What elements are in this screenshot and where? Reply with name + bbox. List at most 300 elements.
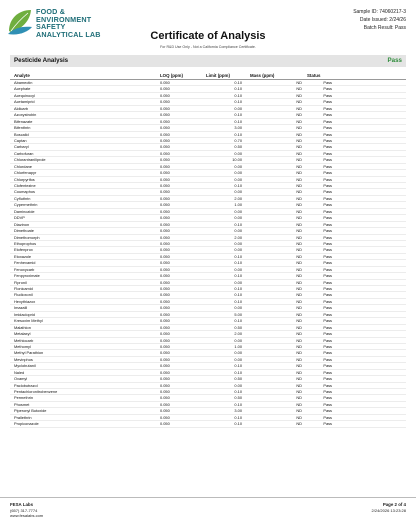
analyte-cell: Fludioxonil: [14, 292, 33, 298]
loq-cell: 0.050: [160, 350, 170, 356]
mass-cell: ND: [296, 292, 302, 298]
mass-cell: ND: [296, 202, 302, 208]
status-cell: Pass: [323, 363, 332, 369]
limit-cell: 0.10: [234, 131, 242, 137]
status-cell: Pass: [323, 247, 332, 253]
analyte-cell: Imidacloprid: [14, 311, 35, 317]
status-cell: Pass: [323, 298, 332, 304]
analyte-cell: Bifenthrin: [14, 125, 31, 131]
status-cell: Pass: [323, 163, 332, 169]
mass-cell: ND: [296, 421, 302, 427]
status-cell: Pass: [323, 311, 332, 317]
analyte-cell: Etoxazole: [14, 253, 32, 259]
analyte-cell: Bifenazate: [14, 118, 33, 124]
loq-cell: 0.050: [160, 337, 170, 343]
analyte-cell: Myclobutanil: [14, 363, 36, 369]
analyte-cell: Carbaryl: [14, 144, 29, 150]
status-cell: Pass: [323, 170, 332, 176]
analyte-cell: Hexythiazox: [14, 298, 36, 304]
limit-cell: 0.00: [234, 170, 242, 176]
status-cell: Pass: [323, 92, 332, 98]
analyte-cell: Fipronil: [14, 279, 27, 285]
table-row: [10, 421, 406, 427]
status-cell: Pass: [323, 253, 332, 259]
loq-cell: 0.050: [160, 170, 170, 176]
mass-cell: ND: [296, 395, 302, 401]
analyte-cell: Oxamyl: [14, 376, 28, 382]
mass-cell: ND: [296, 350, 302, 356]
mass-cell: ND: [296, 228, 302, 234]
mass-cell: ND: [296, 150, 302, 156]
status-cell: Pass: [323, 421, 332, 427]
limit-cell: 0.10: [234, 112, 242, 118]
limit-cell: 0.50: [234, 144, 242, 150]
status-cell: Pass: [323, 157, 332, 163]
limit-cell: 0.10: [234, 421, 242, 427]
logo-line: SAFETY: [36, 22, 66, 31]
loq-cell: 0.050: [160, 305, 170, 311]
limit-cell: 0.00: [234, 163, 242, 169]
analyte-cell: Chlorantraniliprole: [14, 157, 46, 163]
analyte-cell: Fenpyroximate: [14, 273, 40, 279]
analyte-cell: Chlorpyrifos: [14, 176, 35, 182]
table-header: [10, 71, 406, 80]
status-cell: Pass: [323, 356, 332, 362]
loq-cell: 0.050: [160, 279, 170, 285]
limit-cell: 2.00: [234, 195, 242, 201]
analyte-cell: Prallethrin: [14, 414, 32, 420]
status-cell: Pass: [323, 215, 332, 221]
analyte-cell: Acephate: [14, 86, 31, 92]
status-cell: Pass: [323, 279, 332, 285]
disclaimer: For R&D Use Only - Not a California Compliance Certificate.: [160, 45, 256, 49]
analyte-cell: Fenhexamid: [14, 260, 36, 266]
column-header-analyte: Analyte: [14, 73, 30, 78]
loq-cell: 0.050: [160, 401, 170, 407]
limit-cell: 0.10: [234, 286, 242, 291]
loq-cell: 0.050: [160, 221, 170, 227]
status-cell: Pass: [323, 118, 332, 124]
mass-cell: ND: [296, 137, 302, 143]
footer: [0, 497, 416, 527]
mass-cell: ND: [296, 389, 302, 394]
mass-cell: ND: [296, 170, 302, 176]
column-header-status: Status: [307, 73, 321, 78]
mass-cell: ND: [296, 324, 302, 330]
status-cell: Pass: [323, 369, 332, 375]
analyte-cell: Captan: [14, 137, 27, 143]
loq-cell: 0.050: [160, 414, 170, 420]
mass-cell: ND: [296, 215, 302, 221]
document-title: Certificate of Analysis: [150, 30, 266, 42]
mass-cell: ND: [296, 266, 302, 272]
analyte-cell: Kresoxim Methyl: [14, 318, 43, 324]
analyte-cell: Imazalil: [14, 305, 28, 311]
limit-cell: 0.00: [234, 337, 242, 343]
mass-cell: ND: [296, 337, 302, 343]
status-cell: Pass: [323, 408, 332, 414]
mass-cell: ND: [296, 195, 302, 201]
loq-cell: 0.050: [160, 240, 170, 246]
status-cell: Pass: [323, 343, 332, 349]
loq-cell: 0.050: [160, 286, 170, 291]
analyte-cell: Acequinocyl: [14, 92, 35, 98]
analyte-cell: Propiconazole: [14, 421, 39, 427]
analyte-cell: Acetamiprid: [14, 99, 35, 105]
mass-cell: ND: [296, 221, 302, 227]
section-header: [10, 55, 406, 67]
mass-cell: ND: [296, 86, 302, 92]
analyte-cell: Chlorfenapyr: [14, 170, 37, 176]
sample-id: Sample ID: 74060217-3: [353, 9, 406, 15]
loq-cell: 0.050: [160, 80, 170, 85]
limit-cell: 0.00: [234, 105, 242, 111]
status-cell: Pass: [323, 176, 332, 182]
mass-cell: ND: [296, 382, 302, 388]
limit-cell: 0.00: [234, 266, 242, 272]
mass-cell: ND: [296, 208, 302, 214]
loq-cell: 0.050: [160, 247, 170, 253]
loq-cell: 0.050: [160, 99, 170, 105]
limit-cell: 0.00: [234, 150, 242, 156]
analyte-cell: Malathion: [14, 324, 31, 330]
status-cell: Pass: [323, 382, 332, 388]
analyte-cell: Coumaphos: [14, 189, 35, 195]
loq-cell: 0.050: [160, 86, 170, 92]
mass-cell: ND: [296, 363, 302, 369]
loq-cell: 0.050: [160, 150, 170, 156]
mass-cell: ND: [296, 305, 302, 311]
mass-cell: ND: [296, 176, 302, 182]
loq-cell: 0.050: [160, 183, 170, 188]
status-cell: Pass: [323, 202, 332, 208]
mass-cell: ND: [296, 99, 302, 105]
analyte-cell: Methiocarb: [14, 337, 34, 343]
analyte-cell: Carbofuran: [14, 150, 34, 156]
loq-cell: 0.050: [160, 382, 170, 388]
column-header-mass: Mass (ppm): [250, 73, 275, 78]
logo-line: FOOD &: [36, 7, 66, 16]
loq-cell: 0.050: [160, 202, 170, 208]
mass-cell: ND: [296, 376, 302, 382]
status-cell: Pass: [323, 331, 332, 337]
limit-cell: 0.10: [234, 118, 242, 124]
limit-cell: 0.00: [234, 189, 242, 195]
footer-timestamp: 2/24/2026 13:23:28: [371, 507, 406, 513]
logo-line: ENVIRONMENT: [36, 14, 92, 24]
loq-cell: 0.050: [160, 292, 170, 298]
status-cell: Pass: [323, 286, 332, 291]
limit-cell: 0.10: [234, 253, 242, 259]
loq-cell: 0.050: [160, 208, 170, 214]
status-cell: Pass: [323, 144, 332, 150]
limit-cell: 1.00: [234, 202, 242, 208]
limit-cell: 0.10: [234, 260, 242, 266]
footer-lab-name: FESA Labs: [10, 502, 34, 507]
analyte-cell: Daminozide: [14, 208, 35, 214]
limit-cell: 0.00: [234, 382, 242, 388]
logo-line: ANALYTICAL LAB: [36, 29, 101, 39]
loq-cell: 0.050: [160, 105, 170, 111]
mass-cell: ND: [296, 105, 302, 111]
mass-cell: ND: [296, 369, 302, 375]
loq-cell: 0.050: [160, 363, 170, 369]
status-cell: Pass: [323, 318, 332, 324]
limit-cell: 0.00: [234, 176, 242, 182]
status-cell: Pass: [323, 337, 332, 343]
status-cell: Pass: [323, 221, 332, 227]
column-header-loq: LOQ (ppm): [160, 73, 183, 78]
section-result-badge: Pass: [387, 57, 402, 64]
loq-cell: 0.050: [160, 215, 170, 221]
status-cell: Pass: [323, 395, 332, 401]
status-cell: Pass: [323, 86, 332, 92]
analyte-cell: Etofenprox: [14, 247, 33, 253]
loq-cell: 0.050: [160, 324, 170, 330]
loq-cell: 0.050: [160, 376, 170, 382]
mass-cell: ND: [296, 273, 302, 279]
footer-phone: (657) 317-7774: [10, 507, 38, 513]
analyte-cell: Methomyl: [14, 343, 31, 349]
loq-cell: 0.050: [160, 311, 170, 317]
mass-cell: ND: [296, 189, 302, 195]
mass-cell: ND: [296, 131, 302, 137]
mass-cell: ND: [296, 80, 302, 85]
analyte-cell: DDVP: [14, 215, 25, 221]
analyte-cell: Methyl Parathion: [14, 350, 44, 356]
mass-cell: ND: [296, 125, 302, 131]
status-cell: Pass: [323, 414, 332, 420]
loq-cell: 0.050: [160, 189, 170, 195]
loq-cell: 0.050: [160, 228, 170, 234]
limit-cell: 0.10: [234, 183, 242, 188]
limit-cell: 0.10: [234, 92, 242, 98]
pesticide-table: [10, 71, 406, 428]
loq-cell: 0.050: [160, 273, 170, 279]
analyte-cell: Diazinon: [14, 221, 30, 227]
limit-cell: 0.70: [234, 137, 242, 143]
status-cell: Pass: [323, 125, 332, 131]
status-cell: Pass: [323, 376, 332, 382]
loq-cell: 0.050: [160, 318, 170, 324]
status-cell: Pass: [323, 99, 332, 105]
limit-cell: 3.00: [234, 408, 242, 414]
analyte-cell: Azoxystrobin: [14, 112, 37, 118]
status-cell: Pass: [323, 150, 332, 156]
analyte-cell: Cypermethrin: [14, 202, 38, 208]
limit-cell: 0.10: [234, 273, 242, 279]
limit-cell: 0.00: [234, 279, 242, 285]
limit-cell: 0.50: [234, 395, 242, 401]
mass-cell: ND: [296, 356, 302, 362]
mass-cell: ND: [296, 144, 302, 150]
limit-cell: 0.50: [234, 324, 242, 330]
limit-cell: 3.00: [234, 125, 242, 131]
analyte-cell: Metalaxyl: [14, 331, 31, 337]
limit-cell: 0.10: [234, 221, 242, 227]
mass-cell: ND: [296, 260, 302, 266]
limit-cell: 0.00: [234, 240, 242, 246]
batch-result: Batch Result: Pass: [363, 25, 406, 31]
mass-cell: ND: [296, 343, 302, 349]
analyte-cell: Chlordane: [14, 163, 32, 169]
loq-cell: 0.050: [160, 369, 170, 375]
mass-cell: ND: [296, 118, 302, 124]
footer-page-info: [372, 502, 406, 513]
mass-cell: ND: [296, 240, 302, 246]
mass-cell: ND: [296, 311, 302, 317]
loq-cell: 0.050: [160, 331, 170, 337]
mass-cell: ND: [296, 318, 302, 324]
analyte-cell: Naled: [14, 369, 25, 375]
loq-cell: 0.050: [160, 389, 170, 394]
analyte-cell: Mevinphos: [14, 356, 33, 362]
analyte-cell: Ethoprophos: [14, 240, 37, 246]
status-cell: Pass: [323, 112, 332, 118]
status-cell: Pass: [323, 273, 332, 279]
table-body: [10, 80, 406, 428]
limit-cell: 0.00: [234, 350, 242, 356]
limit-cell: 0.00: [234, 215, 242, 221]
mass-cell: ND: [296, 414, 302, 420]
limit-cell: 0.10: [234, 298, 242, 304]
status-cell: Pass: [323, 389, 332, 394]
loq-cell: 0.050: [160, 144, 170, 150]
sample-meta: [353, 8, 406, 32]
loq-cell: 0.050: [160, 112, 170, 118]
status-cell: Pass: [323, 183, 332, 188]
status-cell: Pass: [323, 324, 332, 330]
status-cell: Pass: [323, 105, 332, 111]
limit-cell: 0.10: [234, 369, 242, 375]
limit-cell: 0.00: [234, 228, 242, 234]
mass-cell: ND: [296, 234, 302, 240]
limit-cell: 2.00: [234, 331, 242, 337]
analyte-cell: Permethrin: [14, 395, 34, 401]
limit-cell: 0.00: [234, 208, 242, 214]
limit-cell: 0.10: [234, 318, 242, 324]
footer-contact: [10, 502, 43, 519]
analyte-cell: Fenoxycarb: [14, 266, 35, 272]
mass-cell: ND: [296, 279, 302, 285]
loq-cell: 0.050: [160, 163, 170, 169]
loq-cell: 0.050: [160, 234, 170, 240]
status-cell: Pass: [323, 260, 332, 266]
column-header-limit: Limit (ppm): [206, 73, 230, 78]
loq-cell: 0.050: [160, 421, 170, 427]
analyte-cell: Pentachloronitrobenzene: [14, 389, 58, 394]
mass-cell: ND: [296, 163, 302, 169]
loq-cell: 0.050: [160, 356, 170, 362]
mass-cell: ND: [296, 183, 302, 188]
status-cell: Pass: [323, 292, 332, 298]
limit-cell: 0.10: [234, 292, 242, 298]
mass-cell: ND: [296, 157, 302, 163]
status-cell: Pass: [323, 266, 332, 272]
mass-cell: ND: [296, 331, 302, 337]
limit-cell: 0.10: [234, 86, 242, 92]
loq-cell: 0.050: [160, 260, 170, 266]
status-cell: Pass: [323, 305, 332, 311]
mass-cell: ND: [296, 247, 302, 253]
analyte-cell: Phosmet: [14, 401, 30, 407]
footer-website: www.fesalabs.com: [10, 513, 44, 518]
status-cell: Pass: [323, 401, 332, 407]
loq-cell: 0.050: [160, 195, 170, 201]
limit-cell: 0.00: [234, 356, 242, 362]
limit-cell: 0.00: [234, 247, 242, 253]
analyte-cell: Dimethomorph: [14, 234, 40, 240]
mass-cell: ND: [296, 92, 302, 98]
limit-cell: 0.00: [234, 305, 242, 311]
limit-cell: 0.10: [234, 401, 242, 407]
mass-cell: ND: [296, 401, 302, 407]
mass-cell: ND: [296, 286, 302, 291]
status-cell: Pass: [323, 137, 332, 143]
analyte-cell: Abamectin: [14, 80, 33, 85]
section-title: Pesticide Analysis: [14, 57, 69, 64]
analyte-cell: Paclobutrazol: [14, 382, 38, 388]
loq-cell: 0.050: [160, 298, 170, 304]
status-cell: Pass: [323, 208, 332, 214]
mass-cell: ND: [296, 112, 302, 118]
analyte-cell: Dimethoate: [14, 228, 34, 234]
limit-cell: 0.10: [234, 99, 242, 105]
analyte-cell: Piperonyl Butoxide: [14, 408, 47, 414]
loq-cell: 0.050: [160, 125, 170, 131]
analyte-cell: Aldicarb: [14, 105, 29, 111]
status-cell: Pass: [323, 234, 332, 240]
mass-cell: ND: [296, 408, 302, 414]
limit-cell: 1.00: [234, 343, 242, 349]
loq-cell: 0.050: [160, 131, 170, 137]
status-cell: Pass: [323, 131, 332, 137]
limit-cell: 10.00: [232, 157, 242, 163]
limit-cell: 0.10: [234, 414, 242, 420]
analyte-cell: Boscalid: [14, 131, 29, 137]
limit-cell: 2.00: [234, 234, 242, 240]
loq-cell: 0.050: [160, 137, 170, 143]
loq-cell: 0.050: [160, 266, 170, 272]
loq-cell: 0.050: [160, 157, 170, 163]
limit-cell: 0.10: [234, 389, 242, 394]
status-cell: Pass: [323, 240, 332, 246]
loq-cell: 0.050: [160, 395, 170, 401]
loq-cell: 0.050: [160, 176, 170, 182]
status-cell: Pass: [323, 228, 332, 234]
mass-cell: ND: [296, 253, 302, 259]
analyte-cell: Flonicamid: [14, 286, 33, 291]
limit-cell: 0.10: [234, 80, 242, 85]
status-cell: Pass: [323, 195, 332, 201]
page-number: Page 2 of 4: [382, 502, 406, 507]
loq-cell: 0.050: [160, 92, 170, 98]
loq-cell: 0.050: [160, 343, 170, 349]
status-cell: Pass: [323, 350, 332, 356]
status-cell: Pass: [323, 80, 332, 85]
limit-cell: 5.00: [234, 311, 242, 317]
limit-cell: 0.50: [234, 376, 242, 382]
analyte-cell: Cyfluthrin: [14, 195, 31, 201]
status-cell: Pass: [323, 189, 332, 195]
analyte-cell: Clofentezine: [14, 183, 36, 188]
loq-cell: 0.050: [160, 408, 170, 414]
loq-cell: 0.050: [160, 118, 170, 124]
limit-cell: 0.10: [234, 363, 242, 369]
date-issued: Date Issued: 2/24/26: [359, 17, 406, 23]
mass-cell: ND: [296, 298, 302, 304]
loq-cell: 0.050: [160, 253, 170, 259]
